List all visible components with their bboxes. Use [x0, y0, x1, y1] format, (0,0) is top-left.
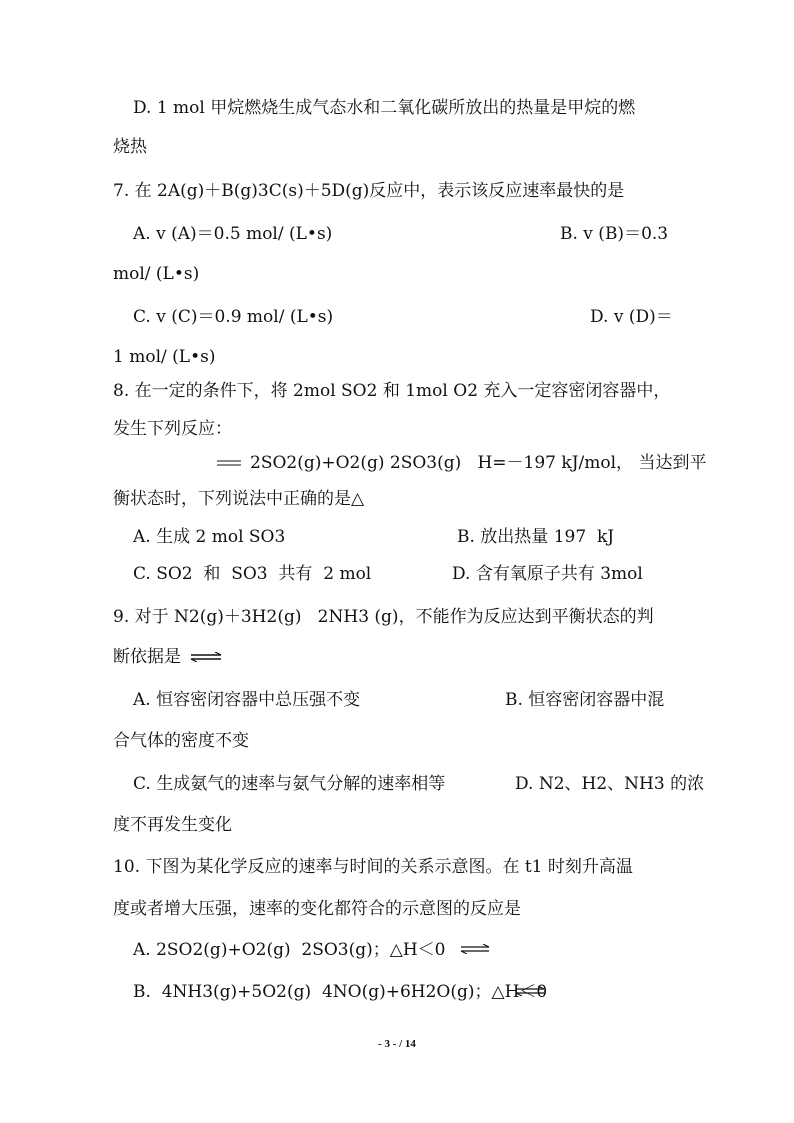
q7-stem: 7. 在 2A(g)＋B(g)3C(s)＋5D(g)反应中，表示该反应速率最快的是 [113, 181, 625, 201]
reversible-arrow-icon [515, 986, 545, 996]
equilibrium-arrow-icon [216, 458, 242, 468]
reversible-arrow-icon [460, 944, 490, 954]
q8-stem-line4: 衡状态时，下列说法中正确的是△ [113, 489, 365, 509]
reversible-arrow-icon [190, 652, 222, 662]
q10-option-b: B. 4NH3(g)+5O2(g) 4NO(g)+6H2O(g)；△H＜0 [133, 982, 548, 1002]
q8-equation: 2SO2(g)+O2(g) 2SO3(g) H=－197 kJ/mol， 当达到平 [250, 453, 707, 473]
q7-option-d-cont: 1 mol/ (L•s) [113, 347, 216, 367]
q8-stem-line2: 发生下列反应： [113, 419, 232, 439]
q8-option-d: D. 含有氧原子共有 3mol [452, 564, 643, 584]
q10-stem-line2: 度或者增大压强，速率的变化都符合的示意图的反应是 [113, 899, 521, 919]
q7-option-d: D. v (D)＝ [590, 307, 673, 327]
q6-option-d-line1: D. 1 mol 甲烷燃烧生成气态水和二氧化碳所放出的热量是甲烷的燃 [133, 98, 636, 118]
q8-option-c: C. SO2 和 SO3 共有 2 mol [133, 564, 372, 584]
q9-option-d-cont: 度不再发生变化 [113, 815, 232, 835]
q10-stem: 10. 下图为某化学反应的速率与时间的关系示意图。在 t1 时刻升高温 [113, 857, 633, 877]
q9-option-c: C. 生成氨气的速率与氨气分解的速率相等 [133, 774, 446, 794]
q8-stem: 8. 在一定的条件下，将 2mol SO2 和 1mol O2 充入一定容密闭容器中， [113, 381, 671, 401]
q9-option-d: D. N2、H2、NH3 的浓 [515, 774, 705, 794]
q9-option-b: B. 恒容密闭容器中混 [505, 690, 665, 710]
q8-option-b: B. 放出热量 197 kJ [457, 527, 615, 547]
q9-option-a: A. 恒容密闭容器中总压强不变 [133, 690, 361, 710]
q7-option-c: C. v (C)＝0.9 mol/ (L•s) [133, 307, 334, 327]
q7-option-b: B. v (B)＝0.3 [560, 224, 669, 244]
q9-option-b-cont: 合气体的密度不变 [113, 731, 249, 751]
q9-stem-line2: 断依据是 [113, 647, 181, 667]
page-number: - 3 - / 14 [378, 1038, 416, 1050]
q10-option-a: A. 2SO2(g)+O2(g) 2SO3(g)；△H＜0 [133, 940, 446, 960]
q7-option-b-cont: mol/ (L•s) [113, 264, 200, 284]
q9-stem: 9. 对于 N2(g)＋3H2(g) 2NH3 (g)，不能作为反应达到平衡状态的判 [113, 607, 654, 627]
q7-option-a: A. v (A)＝0.5 mol/ (L•s) [133, 224, 333, 244]
q6-option-d-line2: 烧热 [113, 137, 147, 157]
q8-option-a: A. 生成 2 mol SO3 [133, 527, 286, 547]
